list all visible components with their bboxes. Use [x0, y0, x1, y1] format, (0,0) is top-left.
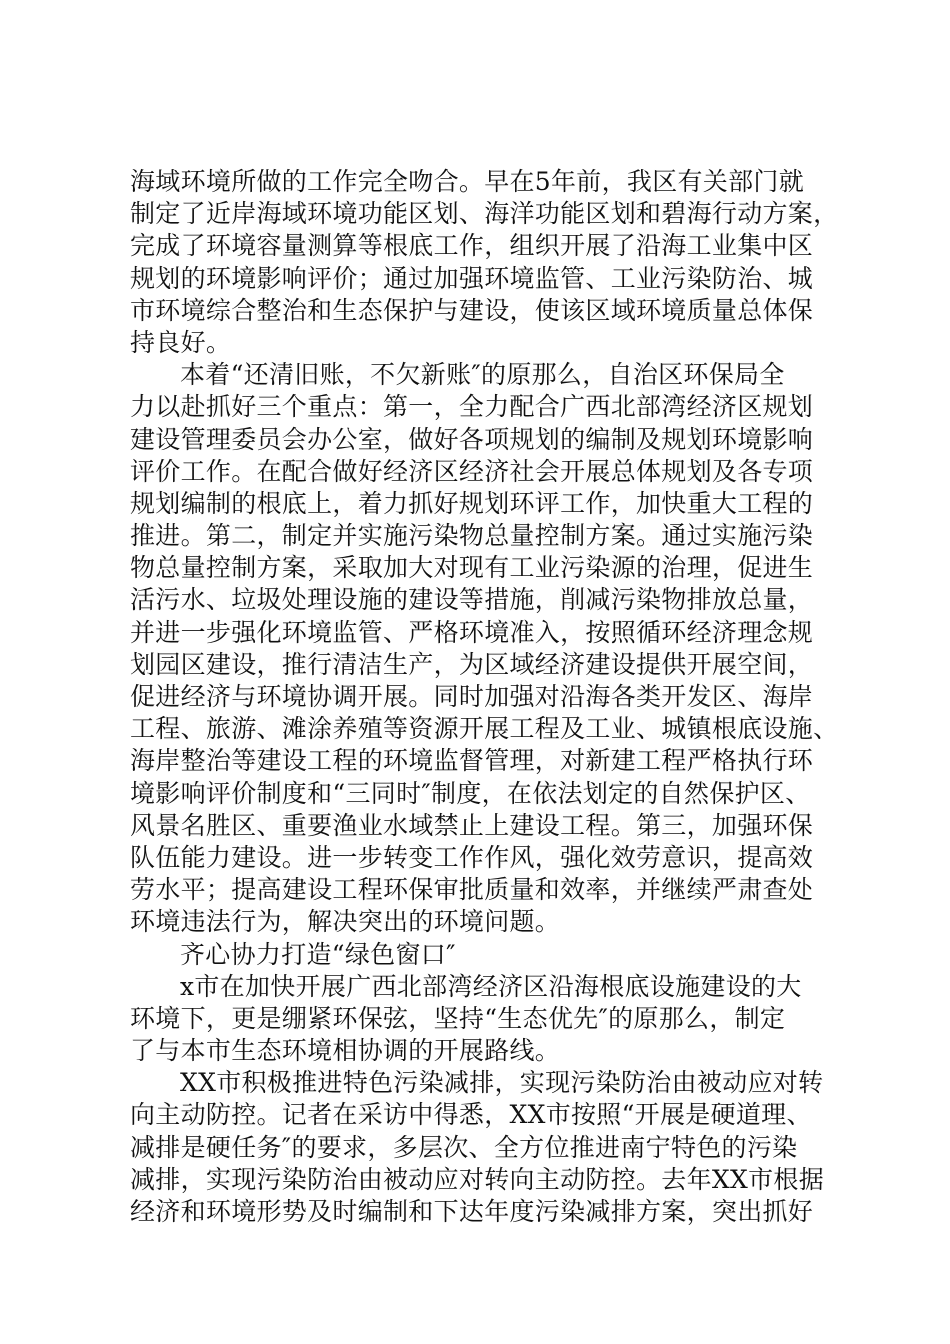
- text-line: 促进经济与环境协调开展。同时加强对沿海各类开发区、海岸: [130, 682, 814, 711]
- text-line: 活污水、垃圾处理设施的建设等措施，削减污染物排放总量，: [130, 585, 814, 615]
- text-line: 规划编制的根底上，着力抓好规划环评工作，加快重大工程的: [130, 488, 814, 518]
- text-line: 队伍能力建设。进一步转变工作作风，强化效劳意识，提高效: [130, 842, 814, 872]
- text-line: 本着“还清旧账，不欠新账″的原那么，自治区环保局全: [180, 360, 785, 390]
- text-line: 市环境综合整治和生态保护与建设，使该区域环境质量总体保: [130, 295, 814, 325]
- text-line: 齐心协力打造“绿色窗口″: [180, 939, 456, 969]
- text-line: 评价工作。在配合做好经济区经济社会开展总体规划及各专项: [130, 456, 814, 486]
- text-line: 工程、旅游、滩涂养殖等资源开展工程及工业、城镇根底设施、: [130, 714, 839, 744]
- text-line: XX市积极推进特色污染减排，实现污染防治由被动应对转: [180, 1068, 824, 1098]
- text-line: 划园区建设，推行清洁生产，为区域经济建设提供开展空间，: [130, 649, 814, 679]
- text-line: 物总量控制方案，采取加大对现有工业污染源的治理，促进生: [130, 553, 814, 583]
- text-line: 持良好。: [130, 327, 232, 357]
- text-line: 向主动防控。记者在采访中得悉，XX市按照“开展是硬道理、: [130, 1100, 812, 1130]
- text-line: 减排，实现污染防治由被动应对转向主动防控。去年XX市根据: [130, 1164, 824, 1194]
- text-line: 环境违法行为，解决突出的环境问题。: [130, 907, 561, 937]
- text-line: 减排是硬任务″的要求，多层次、全方位推进南宁特色的污染: [130, 1132, 798, 1162]
- text-line: 建设管理委员会办公室，做好各项规划的编制及规划环境影响: [130, 424, 814, 454]
- text-line: 制定了近岸海域环境功能区划、海洋功能区划和碧海行动方案，: [130, 199, 839, 229]
- text-line: 境影响评价制度和“三同时″制度，在依法划定的自然保护区、: [130, 778, 811, 808]
- text-line: 规划的环境影响评价；通过加强环境监管、工业污染防治、城: [130, 263, 814, 293]
- text-line: 推进。第二，制定并实施污染物总量控制方案。通过实施污染: [130, 521, 814, 551]
- text-line: x市在加快开展广西北部湾经济区沿海根底设施建设的大: [180, 971, 802, 1001]
- text-line: 完成了环境容量测算等根底工作，组织开展了沿海工业集中区: [130, 231, 814, 261]
- text-line: 经济和环境形势及时编制和下达年度污染减排方案，突出抓好: [130, 1197, 814, 1226]
- text-line: 海岸整治等建设工程的环境监督管理，对新建工程严格执行环: [130, 746, 814, 776]
- text-line: 风景名胜区、重要渔业水域禁止上建设工程。第三，加强环保: [130, 810, 814, 840]
- text-line: 了与本市生态环境相协调的开展路线。: [130, 1036, 561, 1066]
- body-text: [130, 166, 839, 1228]
- text-line: 并进一步强化环境监管、严格环境准入，按照循环经济理念规: [130, 617, 814, 647]
- text-line: 力以赴抓好三个重点：第一，全力配合广西北部湾经济区规划: [130, 392, 814, 422]
- text-line: 劳水平；提高建设工程环保审批质量和效率，并继续严肃查处: [130, 875, 814, 905]
- text-line: 环境下，更是绷紧环保弦，坚持“生态优先″的原那么，制定: [130, 1003, 786, 1033]
- text-line: 海域环境所做的工作完全吻合。早在5年前，我区有关部门就: [130, 167, 805, 196]
